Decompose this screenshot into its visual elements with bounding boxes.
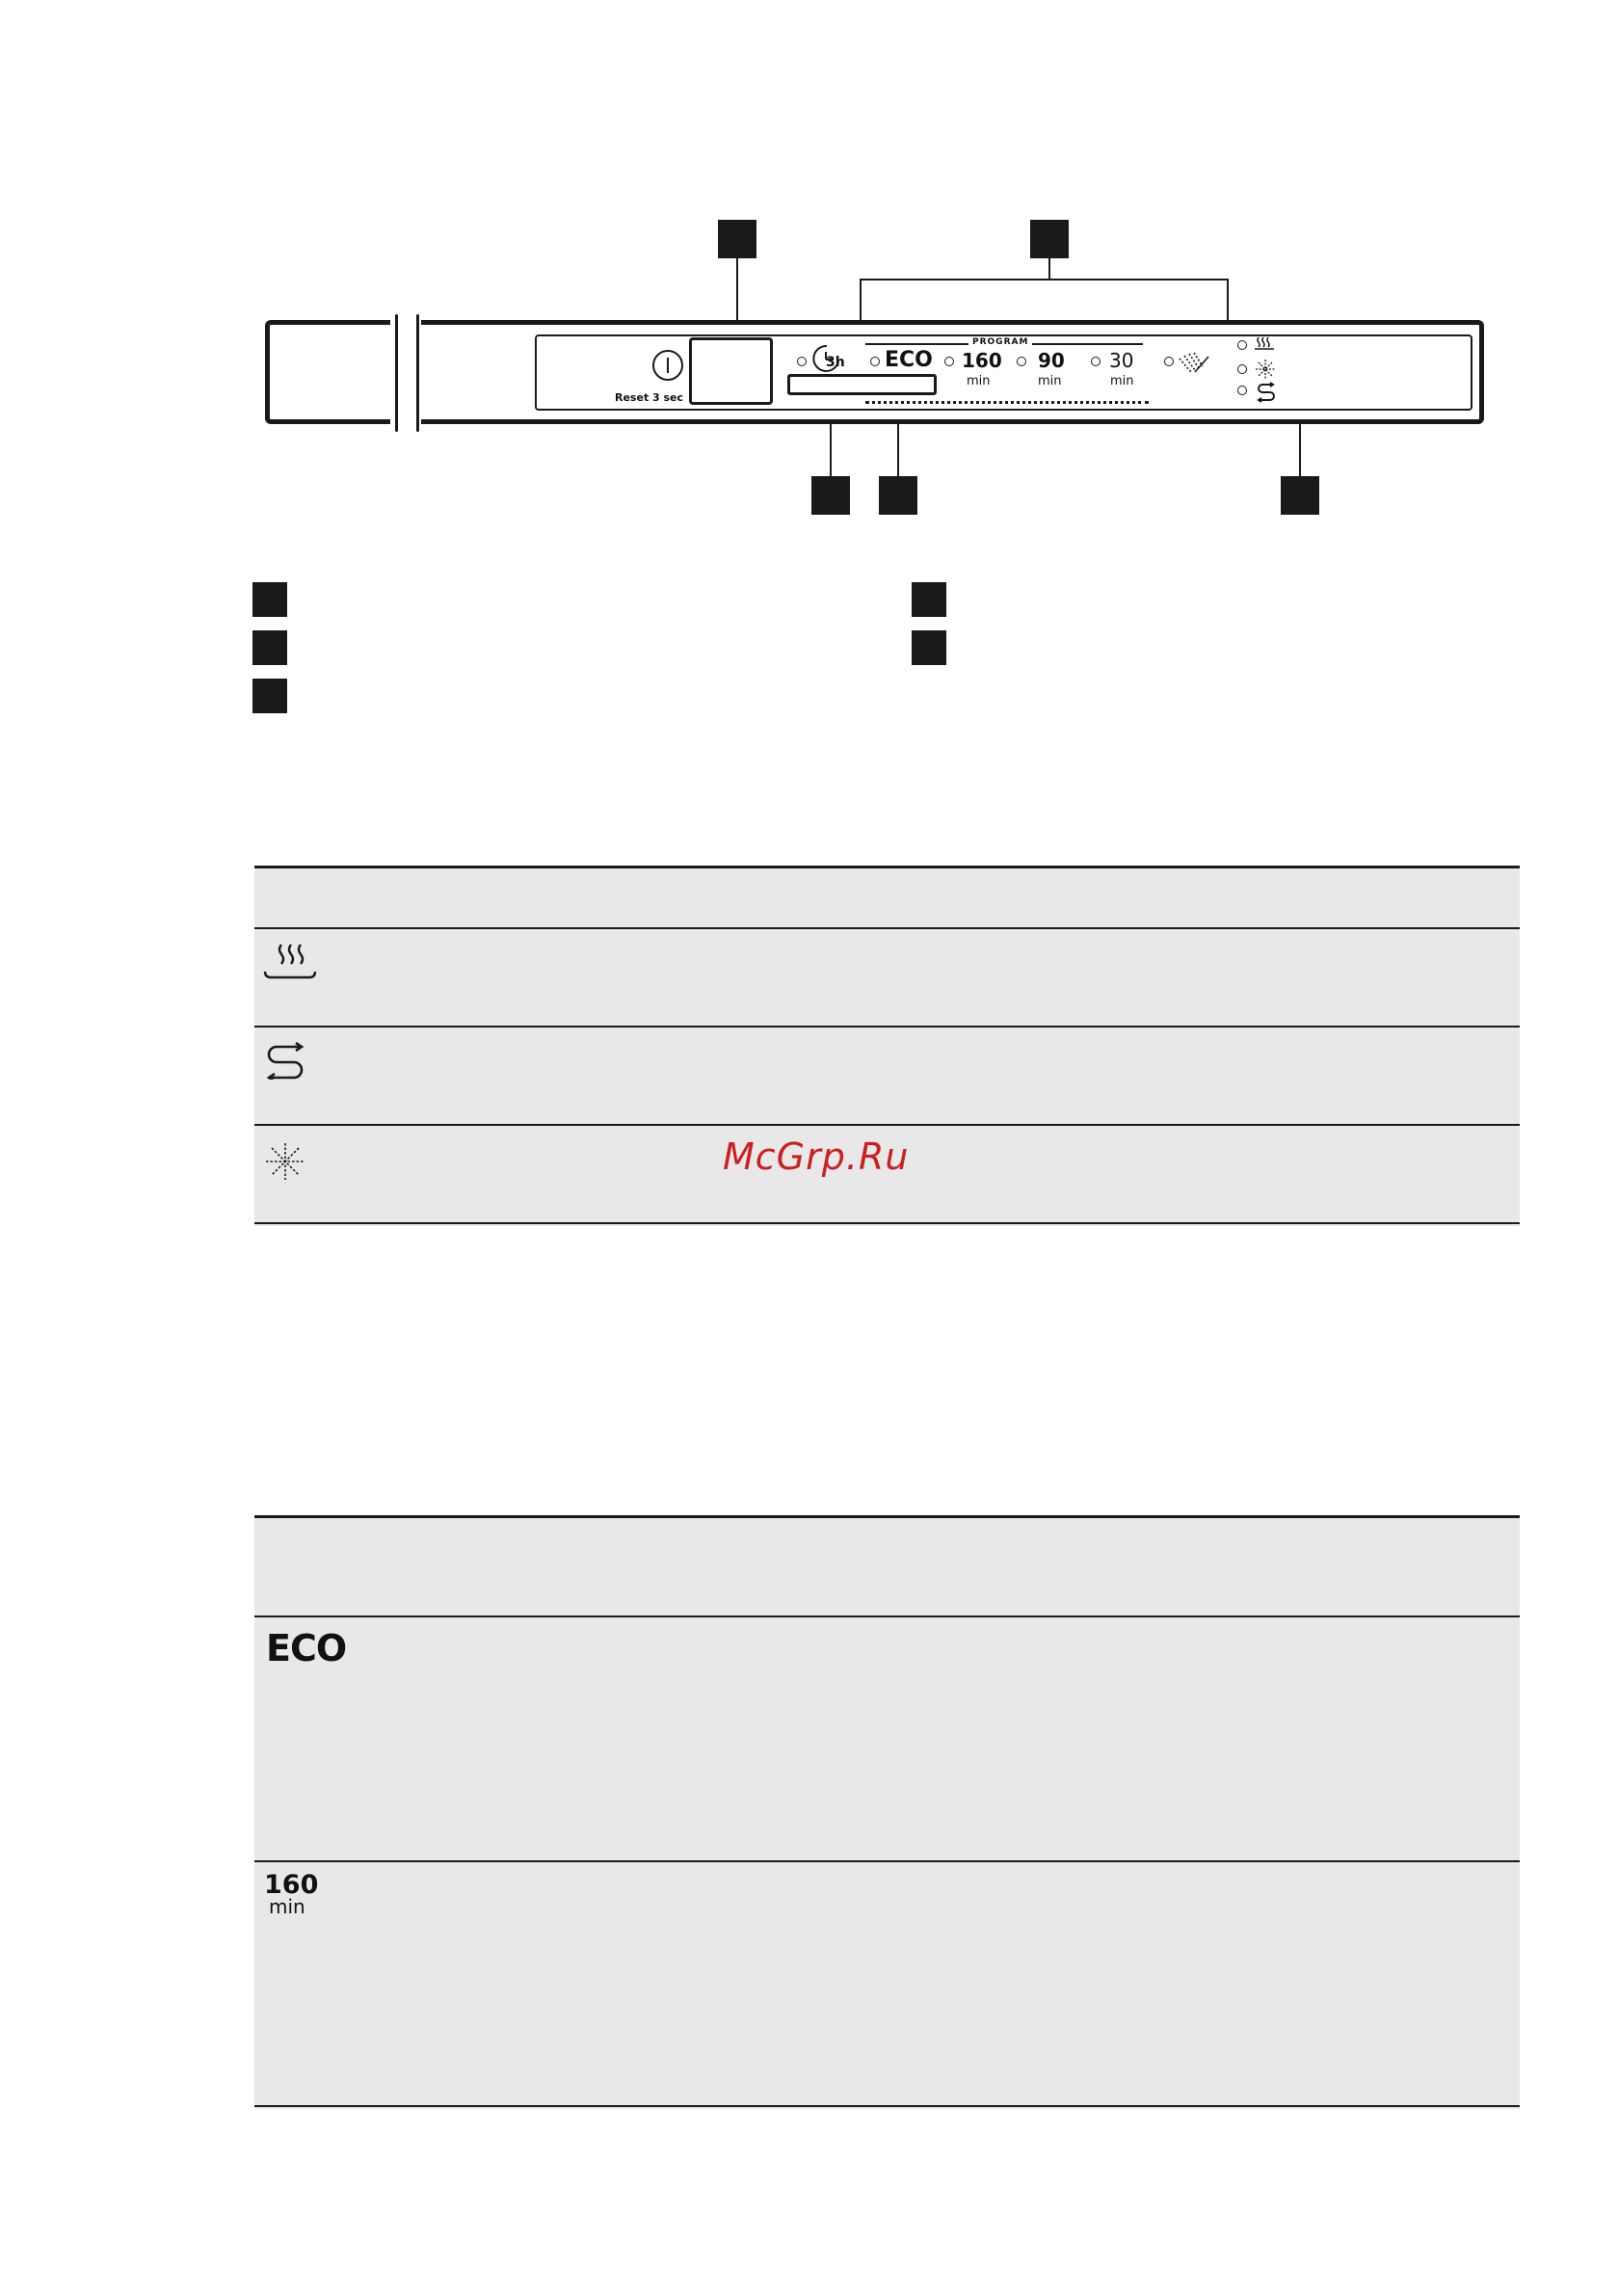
- led-drying: [1237, 340, 1247, 350]
- table-header-rule: [254, 927, 1520, 929]
- led-delay: [797, 357, 807, 366]
- table-row-rule: [254, 1026, 1520, 1028]
- program-90-unit: min: [1038, 374, 1062, 388]
- led-160: [944, 357, 954, 366]
- watermark: McGrp.Ru: [723, 1135, 910, 1178]
- led-90: [1017, 357, 1026, 366]
- led-eco: [870, 357, 880, 366]
- table-top-rule: [254, 866, 1520, 868]
- program-caption: PROGRAM: [968, 337, 1032, 347]
- sparkle-icon: [1255, 359, 1276, 380]
- progress-dots: [865, 401, 1149, 404]
- machine-care-icon: [262, 1041, 310, 1080]
- power-icon[interactable]: [651, 349, 684, 382]
- table-top-rule: [254, 1515, 1520, 1518]
- panel-break-line-left: [395, 314, 398, 432]
- legend-marker-1: [252, 582, 287, 617]
- table-bottom-rule: [254, 1222, 1520, 1224]
- program-eco-label[interactable]: ECO: [885, 348, 933, 372]
- reset-label: Reset 3 sec: [615, 391, 684, 404]
- table-bottom-rule: [254, 2105, 1520, 2107]
- program-30-label[interactable]: 30: [1109, 349, 1134, 372]
- timer-label: 3h: [826, 355, 845, 370]
- callout-leader-lines: [0, 0, 1618, 540]
- table-row-rule: [254, 1124, 1520, 1126]
- sparkle-icon: [262, 1141, 308, 1182]
- led-sparkle: [1237, 364, 1247, 374]
- table-header-rule: [254, 1615, 1520, 1617]
- panel-break-line-right: [416, 314, 419, 432]
- program-160-unit: min: [967, 374, 991, 388]
- display-slot: [787, 374, 937, 395]
- program-160-label[interactable]: 160: [962, 349, 1002, 372]
- program-eco-label: ECO: [266, 1627, 347, 1669]
- control-panel-diagram: [0, 0, 1618, 540]
- legend-marker-5: [912, 630, 946, 665]
- program-160-label: 160: [264, 1870, 319, 1900]
- program-30-unit: min: [1110, 374, 1134, 388]
- legend-marker-3: [252, 679, 287, 713]
- led-30: [1091, 357, 1101, 366]
- program-160-unit: min: [269, 1895, 305, 1918]
- legend-marker-4: [912, 582, 946, 617]
- rinse-aid-spray-icon[interactable]: [1176, 349, 1210, 376]
- program-table: [254, 1515, 1520, 2109]
- program-90-label[interactable]: 90: [1038, 349, 1065, 372]
- legend-marker-2: [252, 630, 287, 665]
- table-row-rule: [254, 1860, 1520, 1862]
- drying-heat-icon: [262, 943, 320, 985]
- option-button-square[interactable]: [689, 337, 773, 405]
- led-machine-care: [1237, 386, 1247, 395]
- led-rinse: [1164, 357, 1174, 366]
- drying-heat-icon: [1254, 335, 1275, 353]
- machine-care-icon: [1256, 382, 1277, 403]
